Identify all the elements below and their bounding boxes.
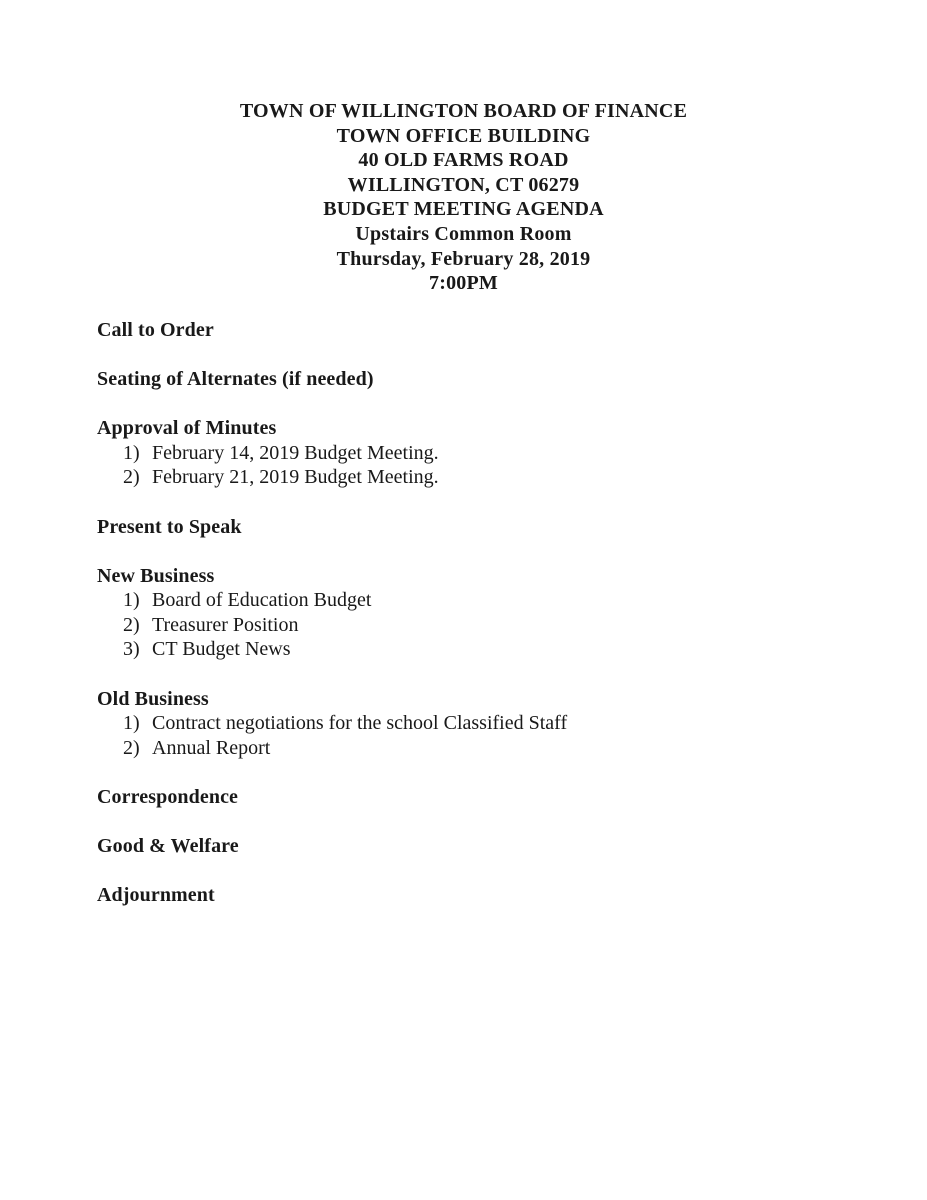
agenda-item [97,637,867,662]
agenda-item [97,465,867,490]
header-line: 40 OLD FARMS ROAD [358,149,569,172]
item-text: CT Budget News [152,638,291,661]
header-line: 7:00PM [429,272,498,295]
agenda-section [97,515,867,540]
item-text: February 21, 2019 Budget Meeting. [152,466,439,489]
item-number: 1) [123,441,140,464]
item-text: Board of Education Budget [152,589,372,612]
section-title: Old Business [97,687,209,710]
agenda-section [97,883,867,908]
item-number: 2) [123,613,140,636]
header-line: WILLINGTON, CT 06279 [347,173,580,196]
item-number: 2) [123,466,140,489]
agenda-section [97,367,867,392]
agenda-section [97,785,867,810]
item-text: Contract negotiations for the school Classified Staff [152,712,568,735]
header-line: BUDGET MEETING AGENDA [323,198,604,221]
header-line: Thursday, February 28, 2019 [336,247,591,270]
item-number: 2) [123,736,140,759]
agenda-section [97,564,867,662]
header-line: TOWN OF WILLINGTON BOARD OF FINANCE [239,100,688,122]
item-number: 1) [123,712,140,735]
agenda-section [97,687,867,761]
section-title: Seating of Alternates (if needed) [97,367,374,390]
item-text: February 14, 2019 Budget Meeting. [152,441,439,464]
agenda-item [97,736,867,761]
agenda-item [97,613,867,638]
section-title: Correspondence [97,786,239,809]
header-line: TOWN OFFICE BUILDING [336,124,591,147]
section-title: Good & Welfare [97,835,239,858]
section-title: Call to Order [97,318,214,341]
agenda-section [97,318,867,343]
item-text: Annual Report [152,736,271,759]
agenda-body [0,318,927,908]
agenda-section [97,834,867,859]
agenda-section [97,416,867,490]
document-header [0,0,927,296]
section-title: Adjournment [97,884,215,907]
section-title: Approval of Minutes [97,417,277,440]
item-text: Treasurer Position [152,613,299,636]
agenda-item [97,441,867,466]
agenda-item [97,711,867,736]
section-title: New Business [97,564,215,587]
header-line: Upstairs Common Room [355,222,572,245]
item-number: 3) [123,638,140,661]
item-number: 1) [123,589,140,612]
section-title: Present to Speak [97,515,242,538]
agenda-item [97,588,867,613]
